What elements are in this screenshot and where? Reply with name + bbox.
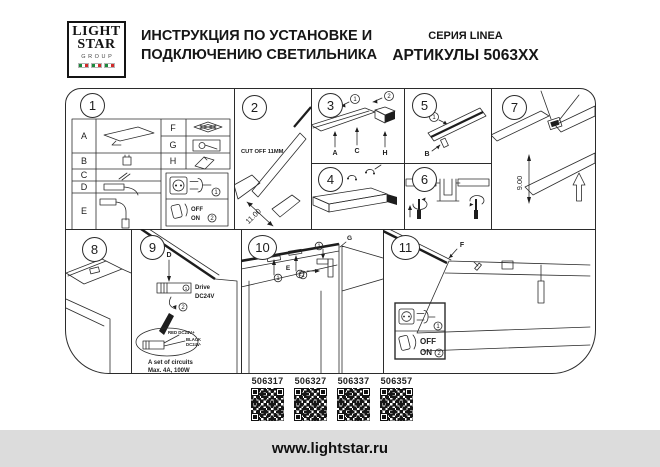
page-title <box>141 27 377 65</box>
step-circle-9 <box>140 235 165 260</box>
label-c: C <box>354 148 360 155</box>
screwdriver-icon <box>408 198 427 220</box>
step-number: 1 <box>88 98 97 113</box>
cut-off-note: CUT OFF 11MM <box>241 149 284 155</box>
step-circle-6 <box>412 167 437 192</box>
diagram-sheet <box>65 88 596 374</box>
step-circle-5 <box>412 93 437 118</box>
plug-step-number: 1 <box>214 190 218 197</box>
end-cap-part <box>375 107 395 123</box>
step-number: 6 <box>420 172 429 187</box>
logo-text <box>72 26 120 52</box>
qr-block <box>249 376 286 421</box>
qr-code <box>294 388 327 421</box>
step-circle-10 <box>248 235 277 260</box>
qr-code <box>380 388 413 421</box>
corner-bracket-icon <box>195 157 214 169</box>
series-block <box>383 30 548 65</box>
switch-step-number: 2 <box>210 216 214 223</box>
step-number: 7 <box>510 100 519 115</box>
step-circle-1 <box>80 93 105 118</box>
article-number: 506317 <box>251 376 284 386</box>
label-e: E <box>285 265 291 272</box>
circuits-note2: Max. 4A, 100W <box>148 368 190 373</box>
step-2: 2 <box>298 272 302 279</box>
part-letter-a: A <box>80 131 88 141</box>
part-letter-h: H <box>169 156 177 166</box>
step-number: 2 <box>250 100 259 115</box>
step-number: 10 <box>255 240 270 255</box>
label-d: D <box>166 252 172 259</box>
step-number: 8 <box>90 242 99 257</box>
step-2: 2 <box>387 94 391 101</box>
article-number: 506337 <box>337 376 370 386</box>
part-letter-c: C <box>80 170 88 180</box>
article-number: 506327 <box>294 376 327 386</box>
connector-icon <box>123 155 131 165</box>
label-a: A <box>332 150 338 157</box>
title-line1: ИНСТРУКЦИЯ ПО УСТАНОВКЕ И <box>141 28 373 44</box>
part-letter-d: D <box>80 182 88 192</box>
switch-step-number: 2 <box>437 351 441 358</box>
flag-icon <box>91 63 102 68</box>
driver-box-detail <box>143 335 185 349</box>
label-g: G <box>347 235 353 242</box>
footer-band <box>0 430 660 467</box>
screws-icon <box>119 173 130 180</box>
screwdriver-icon <box>470 196 484 219</box>
driver-step-number: 1 <box>184 285 188 291</box>
driver-box-icon <box>193 140 220 151</box>
plug-step-number: 1 <box>436 324 440 331</box>
logo-line1: LIGHT <box>72 24 121 39</box>
plug-icon <box>190 179 211 193</box>
step-1: 1 <box>432 115 436 122</box>
label-b: B <box>424 151 430 158</box>
switch-off-label: OFF <box>420 337 436 346</box>
step-1: 1 <box>353 97 357 104</box>
step-1: 1 <box>317 244 321 251</box>
logo-flags <box>78 63 115 68</box>
qr-block <box>335 376 372 421</box>
part-letter-e: E <box>80 206 88 216</box>
flag-icon <box>78 63 89 68</box>
wire-red-label: RED DC24V+ <box>168 330 195 335</box>
wire-clip-icon <box>365 165 381 175</box>
step-circle-8 <box>82 237 107 262</box>
qr-code-row <box>249 376 415 421</box>
qr-block <box>292 376 329 421</box>
recessed-frame-icon <box>194 122 222 132</box>
step-circle-11 <box>391 235 420 260</box>
articles-label: АРТИКУЛЫ 5063XX <box>392 47 539 64</box>
wire-black-label1: BLACK <box>186 337 202 342</box>
wall-switch-icon <box>398 335 415 351</box>
qr-code <box>251 388 284 421</box>
voltage-label: DC24V <box>195 294 215 300</box>
connector-part-b <box>440 138 448 147</box>
switch-on-label: ON <box>191 216 200 222</box>
step-circle-2 <box>242 95 267 120</box>
qr-code <box>337 388 370 421</box>
lightstar-logo <box>67 21 126 78</box>
logo-line3: GROUP <box>81 53 115 60</box>
switch-off-label: OFF <box>191 207 203 213</box>
step-number: 9 <box>148 240 157 255</box>
wire-clip-icon <box>347 175 357 180</box>
track-light-icon <box>104 127 154 145</box>
corner-track-cable-icon <box>100 199 129 228</box>
power-socket-icon <box>170 177 187 194</box>
drive-label: Drive <box>195 285 211 291</box>
power-socket-icon <box>399 309 414 324</box>
label-f: F <box>459 242 465 249</box>
cut-dimension: 11.00 <box>243 206 263 226</box>
step-number: 3 <box>326 98 335 113</box>
step-1: 1 <box>276 276 280 283</box>
part-letter-g: G <box>169 140 177 150</box>
depth-dimension: 9.00 <box>515 175 524 191</box>
label-h: H <box>382 150 388 157</box>
part-letter-f: F <box>170 123 176 133</box>
step-number: 4 <box>326 172 335 187</box>
wall-switch-icon <box>171 204 188 219</box>
flag-icon <box>104 63 115 68</box>
circuits-note1: A set of circuits <box>148 360 193 366</box>
step-circle-3 <box>318 93 343 118</box>
logo-line2: STAR <box>77 36 116 52</box>
wire-black-label2: DC24V- <box>186 342 202 347</box>
track-profile-icon <box>436 179 460 201</box>
title-line2: ПОДКЛЮЧЕНИЮ СВЕТИЛЬНИКА <box>141 47 378 64</box>
step-circle-4 <box>318 167 343 192</box>
website-url: www.lightstar.ru <box>271 440 389 457</box>
qr-block <box>378 376 415 421</box>
up-arrow-icon <box>573 173 585 201</box>
part-letter-b: B <box>80 156 88 166</box>
series-label: СЕРИЯ LINEA <box>428 30 503 42</box>
article-number: 506357 <box>380 376 413 386</box>
step-circle-7 <box>502 95 527 120</box>
track-junction-icon <box>548 117 562 129</box>
step-number: 11 <box>398 240 413 255</box>
step-2: 2 <box>301 273 305 280</box>
switch-on-label: ON <box>420 348 432 357</box>
screw-icon <box>474 262 481 270</box>
step-number: 5 <box>420 98 429 113</box>
track-clip <box>90 267 100 274</box>
pendant-light-icon <box>538 265 544 303</box>
step-2: 2 <box>181 305 185 312</box>
